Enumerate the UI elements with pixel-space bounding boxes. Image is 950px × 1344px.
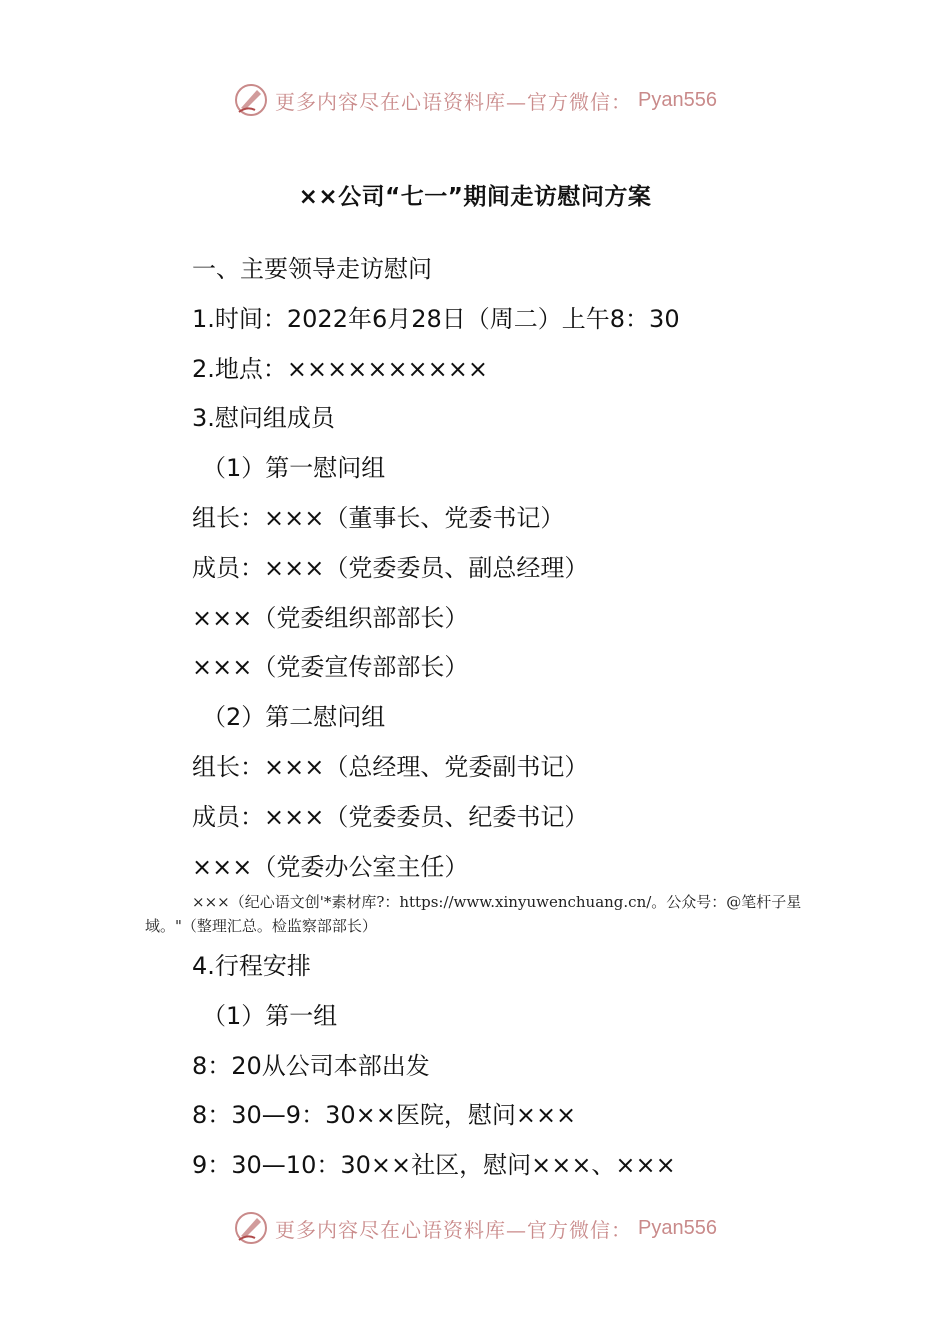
section-heading: 一、主要领导走访慰问 bbox=[192, 255, 432, 283]
watermark-id: Pyan556 bbox=[638, 88, 717, 111]
body-line: 8：30—9：30××医院，慰问××× bbox=[192, 1101, 577, 1130]
pen-logo-icon bbox=[233, 1210, 269, 1246]
document-body bbox=[192, 247, 832, 894]
header-watermark bbox=[0, 82, 950, 118]
section-heading: 4.行程安排 bbox=[192, 952, 311, 980]
body-line: ×××（党委宣传部部长） bbox=[192, 653, 469, 682]
body-line: 8：20从公司本部出发 bbox=[192, 1051, 430, 1080]
watermark-id: Pyan556 bbox=[638, 1216, 717, 1239]
pen-logo-icon bbox=[233, 82, 269, 118]
subgroup-heading: （1）第一组 bbox=[202, 1001, 338, 1030]
body-line: 组长：×××（董事长、党委书记） bbox=[192, 503, 565, 532]
document-body-continued bbox=[192, 944, 832, 1193]
body-line: ×××（党委办公室主任） bbox=[192, 852, 469, 881]
body-line: 9：30—10：30××社区，慰问×××、××× bbox=[192, 1151, 676, 1180]
body-line: ×××（党委组织部部长） bbox=[192, 603, 469, 632]
footer-watermark bbox=[0, 1210, 950, 1246]
subgroup-heading: （2）第二慰问组 bbox=[202, 703, 386, 732]
body-line: 1.时间：2022年6月28日（周二）上午8：30 bbox=[192, 304, 680, 333]
body-line: 成员：×××（党委委员、副总经理） bbox=[192, 553, 589, 582]
body-line: 2.地点：×××××××××× bbox=[192, 354, 488, 383]
inserted-note: ×××（纪心语文创'*素材库?：https://www.xinyuwenchuang.cn/。公众号：@笔杆子星域。"（整理汇总。检监察部部长） bbox=[145, 893, 802, 935]
document-title: ××公司“七一”期间走访慰问方案 bbox=[298, 184, 652, 210]
body-line: 3.慰问组成员 bbox=[192, 404, 335, 433]
body-line: 成员：×××（党委委员、纪委书记） bbox=[192, 802, 589, 831]
subgroup-heading: （1）第一慰问组 bbox=[202, 454, 386, 483]
watermark-text: 更多内容尽在心语资料库—官方微信： bbox=[275, 89, 633, 114]
body-line: 组长：×××（总经理、党委副书记） bbox=[192, 752, 589, 781]
watermark-text: 更多内容尽在心语资料库—官方微信： bbox=[275, 1217, 633, 1242]
